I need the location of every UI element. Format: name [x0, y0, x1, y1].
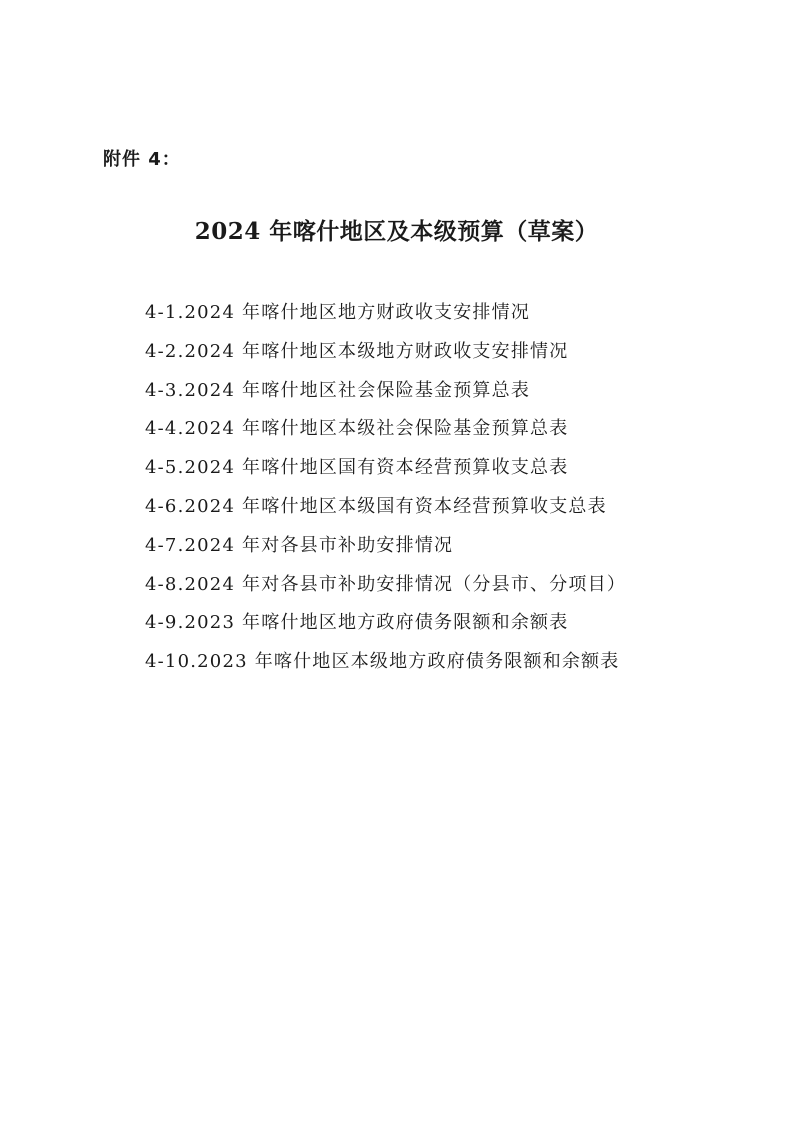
- list-item: 4-3.2024 年喀什地区社会保险基金预算总表: [145, 379, 531, 401]
- list-item: 4-1.2024 年喀什地区地方财政收支安排情况: [145, 302, 531, 323]
- list-item: 4-7.2024 年对各县市补助安排情况: [145, 534, 454, 556]
- attachment-label: 附件 4：: [103, 149, 181, 170]
- list-item: 4-8.2024 年对各县市补助安排情况（分县市、分项目）: [145, 573, 627, 595]
- list-item: 4-10.2023 年喀什地区本级地方政府债务限额和余额表: [145, 651, 620, 673]
- list-item: 4-2.2024 年喀什地区本级地方财政收支安排情况: [145, 340, 569, 362]
- list-item: 4-4.2024 年喀什地区本级社会保险基金预算总表: [145, 418, 569, 440]
- list-item: 4-5.2024 年喀什地区国有资本经营预算收支总表: [145, 457, 569, 479]
- list-item: 4-9.2023 年喀什地区地方政府债务限额和余额表: [145, 612, 569, 634]
- attachment-list: [145, 294, 626, 682]
- document-title: 2024 年喀什地区及本级预算（草案）: [194, 218, 599, 245]
- list-item: 4-6.2024 年喀什地区本级国有资本经营预算收支总表: [145, 495, 607, 517]
